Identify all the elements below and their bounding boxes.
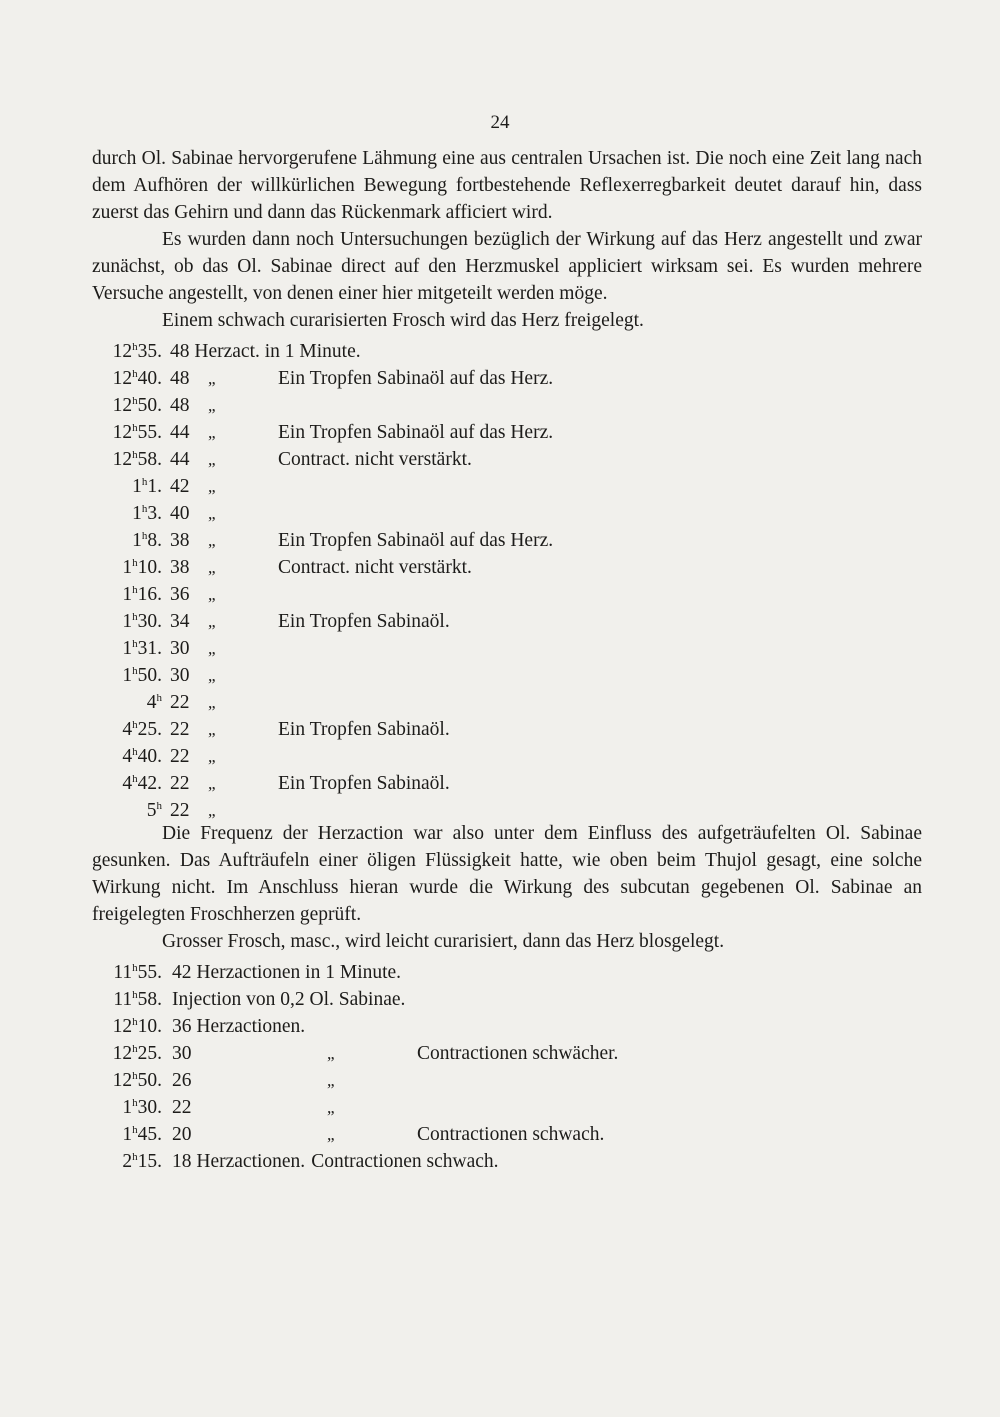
table-row	[92, 1090, 922, 1117]
time-minute: 16.	[137, 584, 162, 605]
hour-mark: h	[132, 557, 138, 569]
count-cell: 38	[170, 530, 190, 551]
note-cell: Contractionen schwach.	[417, 1124, 605, 1145]
time-hour: 12	[112, 449, 133, 470]
hour-mark: h	[132, 665, 138, 677]
time-minute: 3.	[147, 503, 162, 524]
ditto-mark: „	[208, 558, 216, 577]
paragraph-5: Grosser Frosch, masc., wird leicht curarisiert, dann das Herz blosgelegt.	[162, 931, 725, 952]
count-cell: 18 Herzactionen.	[172, 1151, 306, 1172]
time-hour: 1	[122, 611, 133, 632]
table-row	[92, 550, 922, 577]
time-minute: 58.	[137, 449, 162, 470]
table-row	[92, 1117, 922, 1144]
paragraph-2: Es wurden dann noch Untersuchungen bezüglich der Wirkung auf das Herz angestellt und zwar zunächst, ob das Ol. Sabinae direct auf den Herzmuskel appliciert wirksam sei. Es wurden mehrere Versuche angestellt, von denen einer hier mitgeteilt werden möge.	[92, 229, 922, 304]
time-hour: 12	[112, 422, 133, 443]
time-cell	[92, 1144, 162, 1175]
count-cell: 22	[172, 1097, 192, 1118]
table-row	[92, 685, 922, 712]
time-hour: 5	[146, 800, 157, 821]
count-cell: 40	[170, 503, 190, 524]
ditto-mark: „	[208, 639, 216, 658]
table-row	[92, 415, 922, 442]
count-cell: 22	[170, 746, 190, 767]
time-hour: 4	[122, 746, 133, 767]
table-row	[92, 1036, 922, 1063]
note-cell: Ein Tropfen Sabinaöl.	[278, 611, 450, 632]
hour-mark: h	[141, 530, 148, 542]
ditto-mark: „	[208, 747, 216, 766]
hour-mark: h	[132, 638, 138, 650]
time-minute: 35.	[137, 341, 162, 362]
table-row	[92, 766, 922, 793]
time-hour: 11	[113, 989, 133, 1010]
time-minute: 45.	[137, 1124, 162, 1145]
ditto-mark: „	[208, 720, 216, 739]
ditto-mark: „	[208, 801, 216, 820]
ditto-mark: „	[327, 1125, 335, 1144]
table-row	[92, 955, 922, 982]
time-minute: 10.	[137, 557, 162, 578]
ditto-mark: „	[208, 612, 216, 631]
heart-rate-table-1	[92, 334, 922, 820]
hour-mark: h	[132, 611, 138, 623]
hour-mark: h	[132, 1070, 138, 1082]
ditto-mark: „	[208, 666, 216, 685]
count-cell: 20	[172, 1124, 192, 1145]
time-minute: 10.	[137, 1016, 162, 1037]
ditto-mark: „	[208, 396, 216, 415]
ditto-mark: „	[208, 693, 216, 712]
note-cell: Ein Tropfen Sabinaöl.	[278, 719, 450, 740]
hour-mark: h	[132, 341, 138, 353]
table-row	[92, 712, 922, 739]
count-cell: 30	[170, 665, 190, 686]
ditto-mark: „	[208, 477, 216, 496]
paragraph-1: durch Ol. Sabinae hervorgerufene Lähmung eine aus centralen Ursachen ist. Die noch eine Zeit lang nach dem Aufhören der willkürlichen Bewegung fortbestehende Reflexerregbarkeit deutet darauf hin, dass zuerst das Gehirn und dann das Rückenmark afficiert wird.	[92, 148, 922, 223]
count-cell: 30	[170, 638, 190, 659]
ditto-mark: „	[208, 774, 216, 793]
time-hour: 1	[122, 557, 133, 578]
body-text	[92, 145, 922, 1171]
note-cell: Contractionen schwächer.	[417, 1043, 619, 1064]
hour-mark: h	[132, 422, 138, 434]
table-row	[92, 334, 922, 361]
time-minute: 40.	[137, 368, 162, 389]
count-cell: 48	[170, 395, 190, 416]
time-hour: 1	[122, 665, 133, 686]
time-hour: 12	[112, 1043, 133, 1064]
time-hour: 12	[112, 341, 133, 362]
note-cell: Ein Tropfen Sabinaöl auf das Herz.	[278, 368, 554, 389]
time-minute: 1.	[147, 476, 162, 497]
count-cell: 42 Herzactionen in 1 Minute.	[172, 962, 402, 983]
hour-mark: h	[132, 1016, 138, 1028]
table-row	[92, 496, 922, 523]
ditto-mark: „	[208, 585, 216, 604]
time-hour: 4	[122, 719, 133, 740]
count-cell: 44	[170, 449, 190, 470]
count-cell: 36 Herzactionen.	[172, 1016, 306, 1037]
count-cell: 22	[170, 692, 190, 713]
count-cell: 42	[170, 476, 190, 497]
time-hour: 4	[122, 773, 133, 794]
time-hour: 12	[112, 1070, 133, 1091]
time-minute: 42.	[137, 773, 162, 794]
table-row	[92, 442, 922, 469]
time-minute: 31.	[137, 638, 162, 659]
time-hour: 11	[113, 962, 133, 983]
time-minute: 15.	[137, 1151, 162, 1172]
note-cell: Contractionen schwach.	[311, 1151, 499, 1172]
table-row	[92, 577, 922, 604]
table-row	[92, 1144, 922, 1171]
time-minute: 58.	[137, 989, 162, 1010]
ditto-mark: „	[327, 1071, 335, 1090]
ditto-mark: „	[327, 1044, 335, 1063]
note-cell: Contract. nicht verstärkt.	[278, 449, 472, 470]
time-hour: 1	[132, 476, 142, 497]
time-minute: 25.	[137, 719, 162, 740]
table-row	[92, 469, 922, 496]
count-cell: 48	[170, 368, 190, 389]
ditto-mark: „	[208, 369, 216, 388]
hour-mark: h	[132, 773, 138, 785]
count-cell: 30	[172, 1043, 192, 1064]
table-row	[92, 739, 922, 766]
time-hour: 12	[112, 1016, 133, 1037]
hour-mark: h	[132, 1151, 138, 1163]
table-row	[92, 523, 922, 550]
hour-mark: h	[132, 1124, 138, 1136]
time-minute: 50.	[137, 1070, 162, 1091]
time-hour: 1	[122, 1097, 133, 1118]
time-minute: 30.	[137, 1097, 162, 1118]
count-cell: 34	[170, 611, 190, 632]
ditto-mark: „	[208, 423, 216, 442]
time-hour: 1	[122, 584, 133, 605]
hour-mark: h	[132, 719, 138, 731]
note-cell: Ein Tropfen Sabinaöl auf das Herz.	[278, 530, 554, 551]
table-row	[92, 604, 922, 631]
time-minute: 50.	[137, 395, 162, 416]
time-minute: 55.	[137, 962, 162, 983]
time-hour: 1	[132, 503, 142, 524]
table-row	[92, 982, 922, 1009]
note-cell: Ein Tropfen Sabinaöl.	[278, 773, 450, 794]
count-cell: Injection von 0,2 Ol. Sabinae.	[172, 989, 406, 1010]
ditto-mark: „	[208, 531, 216, 550]
time-hour: 2	[122, 1151, 133, 1172]
table-row	[92, 1009, 922, 1036]
count-cell: 26	[172, 1070, 192, 1091]
table-row	[92, 631, 922, 658]
hour-mark: h	[141, 503, 148, 515]
time-hour: 4	[146, 692, 157, 713]
hour-mark: h	[132, 584, 138, 596]
page-number: 24	[490, 112, 510, 133]
paragraph-4: Die Frequenz der Herzaction war also unter dem Einfluss des aufgeträufelten Ol. Sabinae gesunken. Das Aufträufeln einer öligen Flüssigkeit hatte, wie oben beim Thujol gesagt, eine solche Wirkung nicht. Im Anschluss hieran wurde die Wirkung des subcutan gegebenen Ol. Sabinae an freigelegten Froschherzen geprüft.	[92, 823, 922, 925]
time-minute: 55.	[137, 422, 162, 443]
table-row	[92, 658, 922, 685]
ditto-mark: „	[208, 504, 216, 523]
count-cell: 22	[170, 800, 190, 821]
hour-mark: h	[132, 449, 138, 461]
count-cell: 44	[170, 422, 190, 443]
time-hour: 1	[132, 530, 142, 551]
hour-mark: h	[132, 989, 138, 1001]
count-cell: 36	[170, 584, 190, 605]
time-minute: 8.	[147, 530, 162, 551]
hour-mark: h	[156, 800, 162, 812]
time-cell	[92, 793, 162, 824]
hour-mark: h	[132, 746, 138, 758]
note-cell: Contract. nicht verstärkt.	[278, 557, 472, 578]
count-cell: 22	[170, 773, 190, 794]
table-row	[92, 361, 922, 388]
hour-mark: h	[132, 368, 138, 380]
hour-mark: h	[141, 476, 148, 488]
time-hour: 1	[122, 1124, 133, 1145]
time-minute: 40.	[137, 746, 162, 767]
note-cell: Ein Tropfen Sabinaöl auf das Herz.	[278, 422, 554, 443]
table-row	[92, 793, 922, 820]
count-cell: 22	[170, 719, 190, 740]
time-minute: 50.	[137, 665, 162, 686]
count-cell: 38	[170, 557, 190, 578]
paragraph-3: Einem schwach curarisierten Frosch wird das Herz freigelegt.	[162, 310, 644, 331]
time-minute: 30.	[137, 611, 162, 632]
count-cell: 48 Herzact. in 1 Minute.	[170, 341, 361, 362]
time-hour: 1	[122, 638, 133, 659]
hour-mark: h	[132, 1043, 138, 1055]
ditto-mark: „	[208, 450, 216, 469]
time-hour: 12	[112, 395, 133, 416]
ditto-mark: „	[327, 1098, 335, 1117]
hour-mark: h	[132, 962, 138, 974]
time-hour: 12	[112, 368, 133, 389]
hour-mark: h	[132, 1097, 138, 1109]
table-row	[92, 388, 922, 415]
heart-rate-table-2	[92, 955, 922, 1171]
table-row	[92, 1063, 922, 1090]
time-minute: 25.	[137, 1043, 162, 1064]
hour-mark: h	[156, 692, 162, 704]
hour-mark: h	[132, 395, 138, 407]
